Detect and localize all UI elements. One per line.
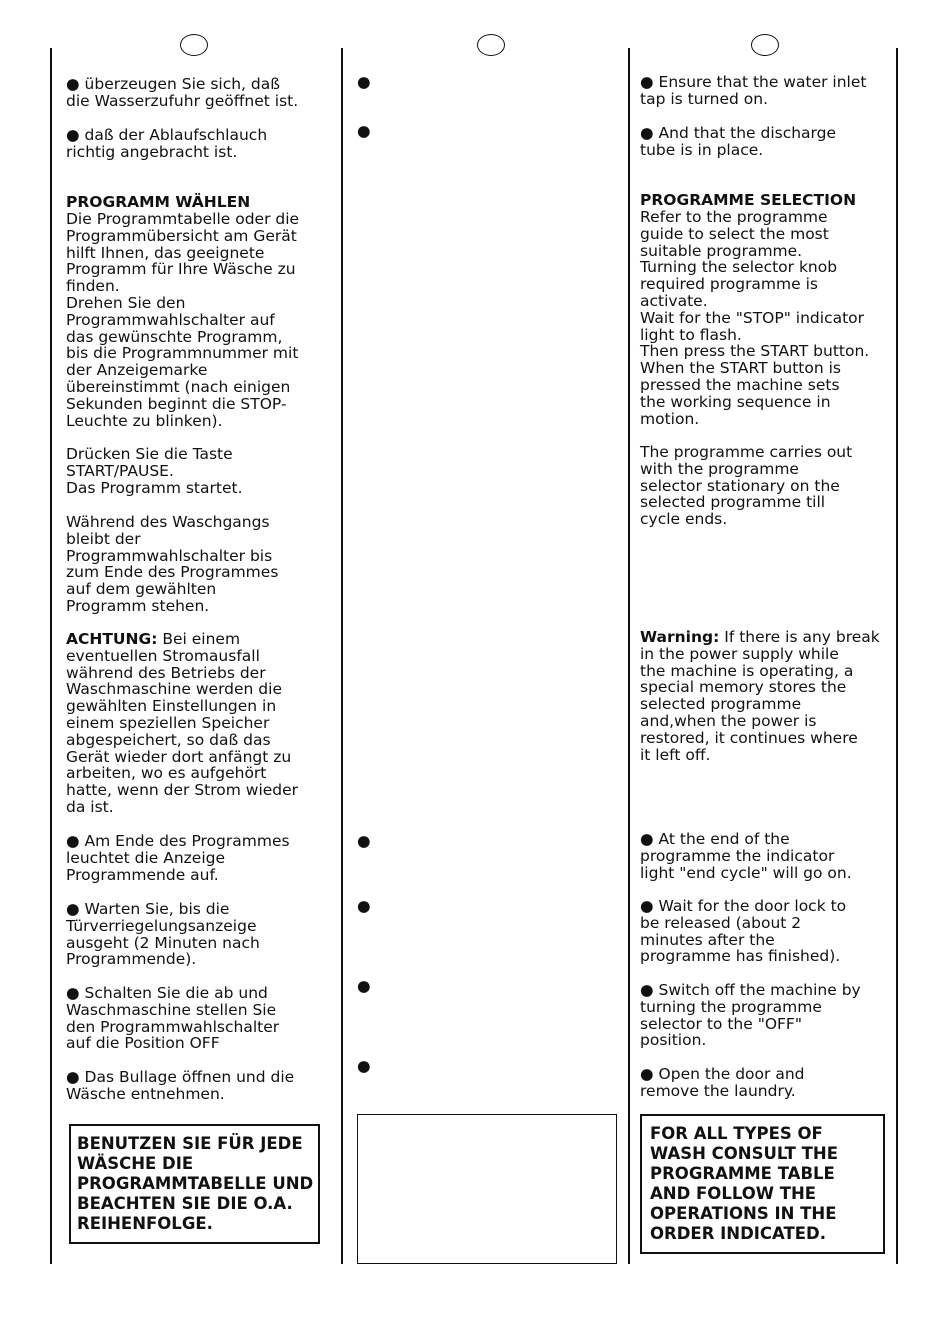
de-start-text: Drücken Sie die Taste START/PAUSE. Das Programm startet. [66,445,243,497]
en-bullet-end-cycle: ● At the end of the programme the indicator light "end cycle" will go on. [640,831,852,881]
de-bullet-switch-off: ● Schalten Sie die ab und Waschmaschine stellen Sie den Programmwahlschalter auf die Position OFF [66,985,279,1052]
mid-bullet-2: ● [357,122,371,140]
de-bullet-open-door: ● Das Bullage öffnen und die Wäsche entnehmen. [66,1069,294,1103]
en-warning-label: Warning: [640,628,720,646]
mid-bullet-4: ● [357,897,371,915]
column-divider-center-left [341,48,343,1264]
en-bullet-water-inlet: ● Ensure that the water inlet tap is turned on. [640,74,866,108]
de-bullet-discharge-hose: ● daß der Ablaufschlauch richtig angebracht ist. [66,127,267,161]
de-notice-text: BENUTZEN SIE FÜR JEDE WÄSCHE DIE PROGRAMMTABELLE UND BEACHTEN SIE DIE O.A. REIHENFOLGE. [77,1134,314,1233]
de-warning-label: ACHTUNG: [66,630,158,648]
mid-bullet-1: ● [357,73,371,91]
column-divider-left [50,48,52,1264]
de-warning-paragraph [66,631,298,816]
language-marker-en [751,34,779,56]
de-bullet-water-inlet: ● überzeugen Sie sich, daß die Wasserzufuhr geöffnet ist. [66,76,298,110]
de-bullet-door-lock: ● Warten Sie, bis die Türverriegelungsanzeige ausgeht (2 Minuten nach Programmende). [66,901,260,968]
language-marker-middle [477,34,505,56]
en-bullet-door-lock: ● Wait for the door lock to be released (about 2 minutes after the programme has finished). [640,898,846,965]
mid-bullet-6: ● [357,1057,371,1075]
en-warning-text: If there is any break in the power supply while the machine is operating, a special memory stores the selected programme and,when the power is restored, it continues where it left off. [640,628,880,764]
mid-notice-box [357,1114,617,1264]
column-divider-right [896,48,898,1264]
de-bullet-end-indicator: ● Am Ende des Programmes leuchtet die Anzeige Programmende auf. [66,833,290,883]
en-carry-out-text: The programme carries out with the programme selector stationary on the selected programme till cycle ends. [640,443,853,529]
de-programme-heading: PROGRAMM WÄHLEN [66,193,251,211]
mid-bullet-3: ● [357,832,371,850]
mid-bullet-5: ● [357,977,371,995]
language-marker-de [180,34,208,56]
en-programme-heading: PROGRAMME SELECTION [640,191,857,209]
en-programme-text: Refer to the programme guide to select the most suitable programme. Turning the selector knob required programme is activate. Wait for the "STOP" indicator light to flash. Then press the START button. When the START button is pressed the machine sets the working sequence in motion. [640,208,870,428]
column-divider-center-right [628,48,630,1264]
de-warning-text: Bei einem eventuellen Stromausfall während des Betriebs der Waschmaschine werden die gewählten Einstellungen in einem speziellen Speicher abgespeichert, so daß das Gerät wieder dort anfängt zu arbeiten, wo es aufgehört hatte, wenn der Strom wieder da ist. [66,630,299,816]
en-notice-text: FOR ALL TYPES OF WASH CONSULT THE PROGRAMME TABLE AND FOLLOW THE OPERATIONS IN THE ORDER INDICATED. [650,1124,839,1243]
en-bullet-open-door: ● Open the door and remove the laundry. [640,1066,805,1100]
en-bullet-discharge-tube: ● And that the discharge tube is in place. [640,125,836,159]
en-warning-paragraph [640,629,880,763]
de-during-wash-text: Während des Waschgangs bleibt der Programmwahlschalter bis zum Ende des Programmes auf dem gewählten Programm stehen. [66,513,279,615]
en-bullet-switch-off: ● Switch off the machine by turning the programme selector to the "OFF" position. [640,982,861,1049]
de-programme-text: Die Programmtabelle oder die Programmübersicht am Gerät hilft Ihnen, das geeignete Programm für Ihre Wäsche zu finden. Drehen Sie den Programmwahlschalter auf das gewünschte Programm, bis die Programmnummer mit der Anzeigemarke übereinstimmt (nach einigen Sekunden beginnt die STOP- Leuchte zu blinken). [66,210,300,430]
